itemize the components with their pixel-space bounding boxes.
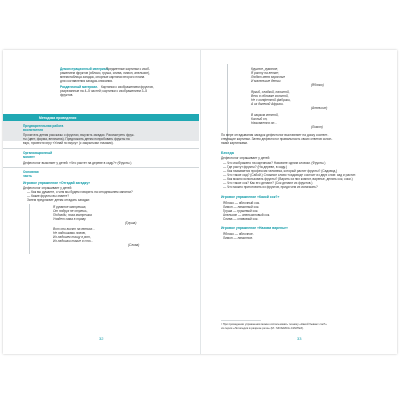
conversation-line: — Что можно приготовить из фруктов, придя чем их испачкать? [223,185,318,189]
qa-line: — Какие фрукты вы знаете? [27,194,70,198]
riddle4-answer: (Апельсин) [311,106,328,110]
org-heading: Организационный [23,151,53,155]
conversation-line: — Где растут фрукты? (На дереве, в саду.) [223,165,287,169]
materials-handout-label: Раздаточный материал. [60,85,99,89]
prep-text: вкус, провести игру «Узнай по вкусу» (с закрытыми глазами). [23,141,114,145]
footnote: ¹ При проведении упражнения можно использовать технику «Какой бывает сок?» [221,322,327,326]
materials-demo-text: Предметные картинки с изоб- [106,67,151,71]
riddle3-answer: (Яблоко) [311,83,324,87]
game2-line: Апельсин — апельсиновый сок. [223,213,271,217]
riddle3-line: И маленькие детки. [251,79,282,83]
riddle4-line: Яркий, сладкий, налитой, [251,90,290,94]
prep-heading: Предварительная работа [23,124,64,128]
materials-handout-text: разрезанные на 4–5 частей; картинки с изображением 3–5 [60,89,147,93]
left-page [3,50,199,354]
method-bar-title: Методика проведения [39,115,77,120]
conversation-intro: Дефектолог спрашивает у детей: [221,156,271,160]
conversation-line: — Что такое сад? (Сабой.) Сложное слово «садовод» состоит из двух слов: сад и растит. [223,173,356,177]
riddle5-answer: (Лимон) [311,125,323,129]
riddle5-line: В закрым желтой, [251,113,279,117]
game3-title: Игровое упражнение «Назови варенье» [221,226,288,230]
page-number-left: 32 [99,336,104,341]
qa-line: Затем предлагает детям отгадать загадки: [27,198,90,202]
materials-handout-text: Картинки с изображением фруктов, [101,85,154,89]
org-heading: момент [23,155,35,159]
riddle2-line: Из ладошки такие я сто... [53,239,94,243]
page-number-right: 33 [297,336,302,341]
materials-demo-label: Демонстрационный материал. [60,67,109,71]
riddle4-line: А из далекой Африки. [251,102,284,106]
qa-line: — Как вы думаете, о чем мы будем говорить на сегодняшнем занятии? [27,190,133,194]
method-bar [3,114,199,121]
game2-line: Слива — сливовый сок. [223,217,259,221]
conversation-title: Беседа [221,151,234,155]
riddle2-line: Не ладошками ловлю, [53,231,87,235]
footnote: из серии «Логопедия в разрезе речи» (М.: МОЗАИКА-СИНТЕЗ). [221,325,304,330]
riddle1-line: Я румяное матрешка, [53,205,87,209]
game2-line: Лимон — лимонный сок. [223,205,260,209]
riddle3-line: Круглое, румяное, [251,67,279,71]
materials-handout-text: фруктов. [60,93,74,97]
riddle3-line: Любят меня взрослые [251,75,286,79]
prep-text: Прочитать детям рассказы о фруктах, выучить загадки. Рассмотреть фрук- [23,133,135,137]
riddle3-line: Я расту на ветке; [251,71,279,75]
prep-heading: воспитателя [23,128,44,132]
game3-line: Лимон — лимонное. [223,236,254,240]
riddle1-line: Подожди, пока матрешка [53,213,92,217]
riddle1-answer: (Груша) [125,221,137,225]
riddle2-line: Вот они висят на ветках... [53,227,95,231]
riddle5-line: Кислый он, [251,117,268,121]
riddle-rule [227,64,228,142]
riddle2-answer: (Слива) [128,243,140,247]
after-riddles-text: ствующие картинки. Затем дефектолог правильность своих ответов склон- [221,137,333,141]
prep-text: ты (цвет, форма, величина). Предложить детям попробовать фрукты на [23,137,130,141]
game2-title: Игровое упражнение «Какой сок?» [221,195,280,199]
riddle5-line: Называется он... [251,121,277,125]
conversation-line: — Что изображено на картинках? Назовите одним словом. (Фрукты.) [223,161,326,165]
after-riddles-text: ными картинками. [221,141,248,145]
materials-demo-text: мнемотаблица загадок, опорные картинки второго плана [60,75,145,79]
game2-line: Яблоко — яблочный сок. [223,201,260,205]
conversation-line: — Что такое сок? Как его делают? (Сок делают из фруктов.) [223,181,313,185]
main-heading: Основная [23,170,39,174]
conversation-line: — Как можно использовать фрукты? (Варить из них компот, варенье, делать сок, соки.) [223,177,353,181]
after-riddles-text: По мере отгадывания загадок дефектолог выставляет на доску соответ- [221,133,329,137]
materials-demo-text: для составления загадок-описания. [60,79,113,83]
game1-title: Игровое упражнение «Отгадай загадку» [23,181,91,185]
game1-intro: Дефектолог спрашивает у детей: [23,186,73,190]
riddle1-line: От подруг не отрешь, [53,209,88,213]
footnote-rule [221,320,261,321]
book-spread [3,50,397,354]
right-page [201,50,397,354]
riddle4-line: Не с конфетной фабрики, [251,98,291,102]
main-heading: часть [23,174,32,178]
riddle4-line: Весь в обложке золотой, [251,94,289,98]
riddle1-line: Упадет сама в траву. [53,217,87,221]
game3-line: Яблоко — яблочное. [223,232,254,236]
riddle-rule [29,204,30,254]
riddle2-line: Из ладошек тащу в рот, [53,235,91,239]
conversation-line: — Как называется профессия человека, который растит фрукты? (Садовод.) [223,169,338,173]
org-text: Дефектолог выясняет у детей: «Что растет на дереве в саду?» (Фрукты.) [23,161,132,165]
materials-demo-text: ражением фруктов (яблоко, груша, слива, лимон, апельсин), [60,71,151,75]
game2-line: Груша — грушевый сок. [223,209,259,213]
